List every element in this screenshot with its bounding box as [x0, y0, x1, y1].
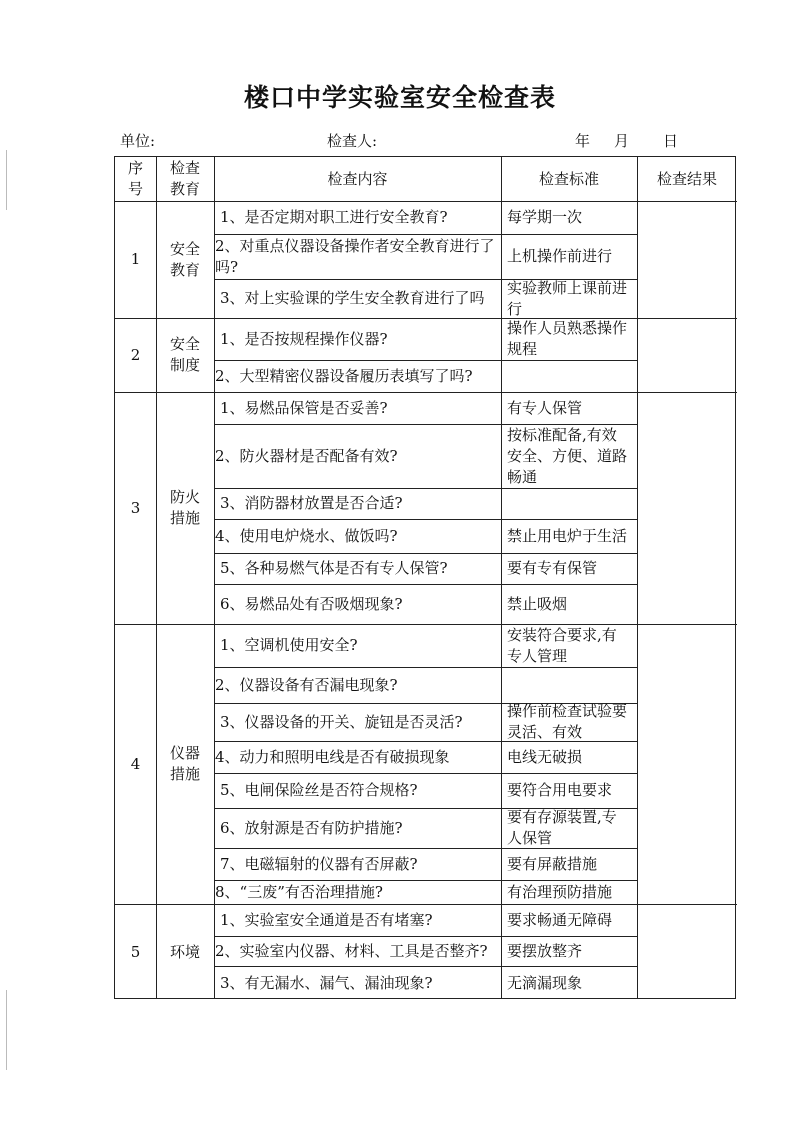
check-content: 2、实验室内仪器、材料、工具是否整齐?	[215, 941, 488, 960]
result-cell	[637, 201, 737, 318]
check-content: 5、电闸保险丝是否符合规格?	[220, 781, 418, 799]
check-standard: 每学期一次	[507, 208, 583, 226]
check-standard	[501, 667, 637, 703]
check-content: 5、各种易燃气体是否有专人保管?	[220, 559, 448, 577]
group-name: 防火 措施	[169, 488, 200, 527]
check-content: 6、放射源是否有防护措施?	[220, 818, 403, 837]
check-standard: 操作前检查试验要灵活、有效	[507, 703, 628, 741]
check-content: 1、空调机使用安全?	[220, 636, 358, 654]
page-title: 楼口中学实验室安全检查表	[243, 83, 556, 112]
page-edge-mark	[6, 150, 7, 210]
check-standard: 有治理预防措施	[507, 882, 613, 901]
check-standard: 操作人员熟悉操作规程	[507, 319, 628, 358]
check-content: 2、防火器材是否配备有效?	[215, 446, 398, 465]
date-year: 年	[575, 132, 591, 150]
check-content: 1、是否按规程操作仪器?	[220, 329, 388, 348]
check-standard: 按标准配备,有效安全、方便、道路畅通	[507, 425, 628, 486]
check-content: 6、易燃品处有否吸烟现象?	[220, 594, 403, 613]
check-content: 1、易燃品保管是否妥善?	[220, 398, 388, 417]
result-cell	[637, 904, 737, 1000]
check-content: 4、使用电炉烧水、做饭吗?	[215, 526, 398, 545]
check-standard: 实验教师上课前进行	[507, 279, 628, 318]
check-content: 2、对重点仪器设备操作者安全教育进行了吗?	[215, 236, 495, 276]
result-cell	[637, 318, 737, 392]
group-number: 4	[130, 754, 141, 773]
check-standard: 禁止用电炉于生活	[507, 526, 628, 545]
date-day: 日	[663, 132, 679, 150]
check-standard: 上机操作前进行	[507, 247, 613, 265]
check-content: 3、对上实验课的学生安全教育进行了吗	[220, 289, 485, 307]
group-name: 安全 制度	[169, 335, 200, 374]
group-number: 1	[130, 250, 141, 268]
header-no: 序 号	[127, 159, 143, 198]
check-content: 7、电磁辐射的仪器有否屏蔽?	[220, 854, 418, 873]
page-edge-mark	[6, 990, 7, 1070]
group-name: 仪器 措施	[169, 744, 200, 783]
header-item: 检查 教育	[169, 159, 200, 198]
check-content: 1、是否定期对职工进行安全教育?	[220, 208, 448, 226]
check-content: 2、仪器设备有否漏电现象?	[215, 675, 398, 694]
check-standard: 要有存源装置,专人保管	[507, 808, 617, 847]
check-standard: 安装符合要求,有专人管理	[507, 625, 617, 665]
inspection-table	[114, 156, 736, 999]
group-name: 环境	[169, 942, 200, 961]
check-content: 3、消防器材放置是否合适?	[220, 494, 403, 512]
check-content: 1、实验室安全通道是否有堵塞?	[220, 910, 433, 929]
header-result: 检查结果	[656, 169, 717, 188]
check-standard	[501, 360, 637, 392]
check-standard	[501, 488, 637, 519]
group-number: 2	[130, 345, 141, 364]
check-standard: 要摆放整齐	[507, 941, 583, 960]
check-content: 2、大型精密仪器设备履历表填写了吗?	[215, 366, 473, 385]
unit-label: 单位:	[120, 132, 156, 150]
check-content: 3、有无漏水、漏气、漏油现象?	[220, 973, 433, 992]
inspector-label: 检查人:	[327, 132, 378, 150]
check-standard: 禁止吸烟	[507, 594, 568, 613]
check-standard: 电线无破损	[507, 747, 583, 766]
check-standard: 要有专有保管	[507, 559, 598, 577]
date-month: 月	[614, 132, 630, 150]
check-content: 4、动力和照明电线是否有破损现象	[215, 747, 450, 766]
check-standard: 有专人保管	[507, 398, 583, 417]
check-standard: 无滴漏现象	[507, 973, 583, 992]
check-content: 3、仪器设备的开关、旋钮是否灵活?	[220, 712, 463, 731]
check-standard: 要符合用电要求	[507, 781, 613, 799]
result-cell	[637, 624, 737, 904]
header-standard: 检查标准	[538, 169, 599, 188]
check-content: 8、“三废”有否治理措施?	[215, 882, 383, 901]
result-cell	[637, 392, 737, 624]
check-standard: 要有屏蔽措施	[507, 854, 598, 873]
check-standard: 要求畅通无障碍	[507, 910, 613, 929]
group-number: 3	[130, 498, 141, 517]
group-name: 安全 教育	[169, 239, 200, 279]
header-content: 检查内容	[327, 169, 388, 188]
group-number: 5	[130, 942, 141, 961]
